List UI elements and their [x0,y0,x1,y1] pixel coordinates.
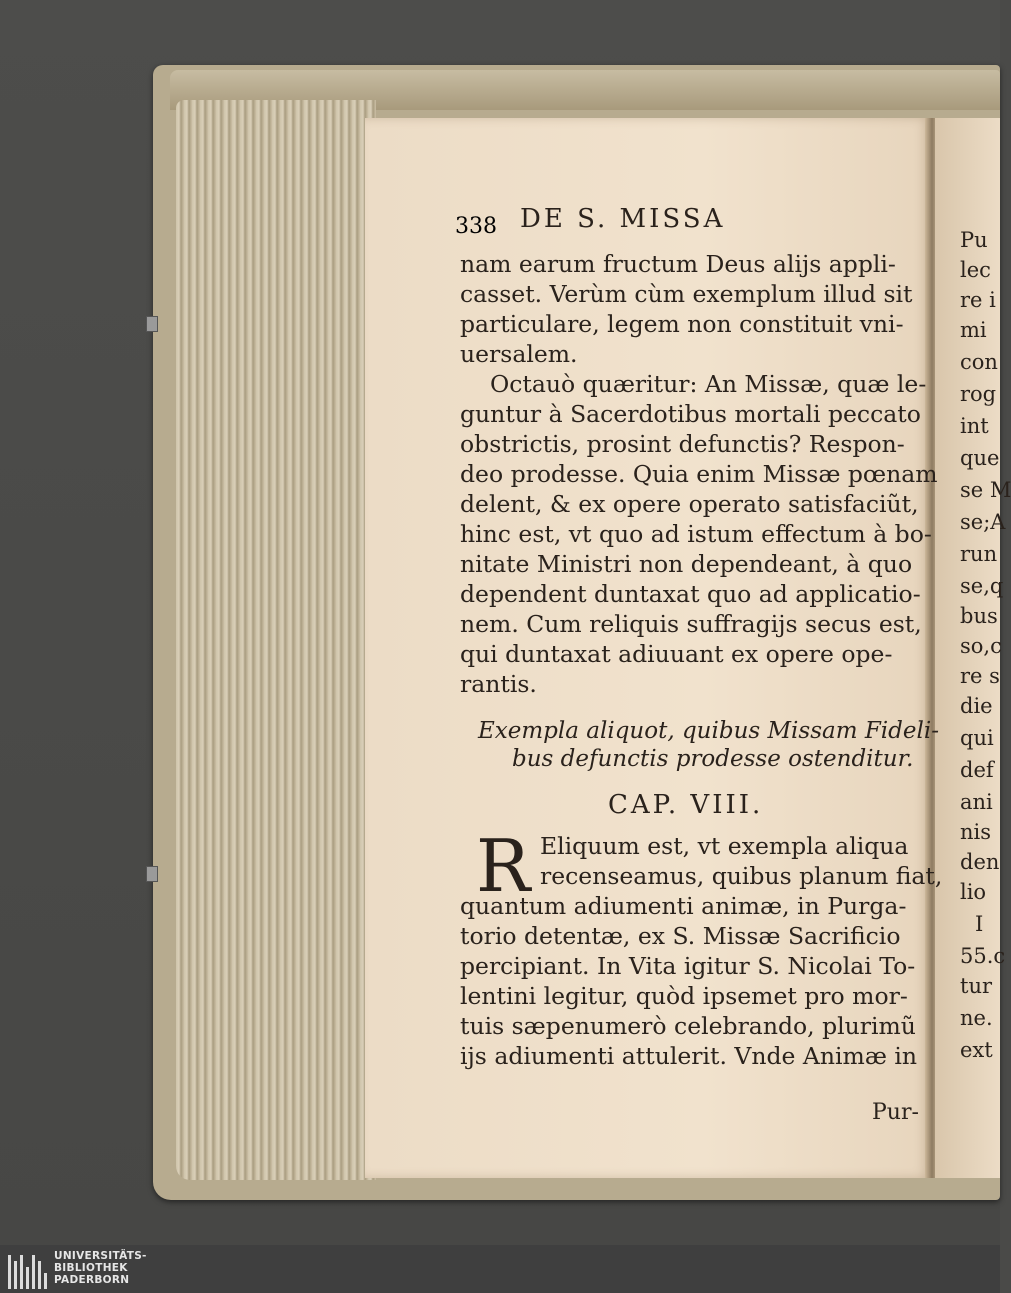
body-line: nem. Cum reliquis suffragijs secus est, [460,610,922,638]
body-line: rantis. [460,670,537,698]
chapter-line: percipiant. In Vita igitur S. Nicolai To- [460,952,916,980]
clasp-top [146,316,158,332]
facing-fragment: se,q [960,574,1004,598]
page-number: 338 [455,214,497,239]
facing-fragment: lio [960,880,987,904]
running-head: DE S. MISSA [520,204,726,234]
facing-fragment: re s [960,664,1000,688]
body-line: delent, & ex opere operato satisfaciũt, [460,490,919,518]
facing-fragment: ext [960,1038,993,1062]
library-name-line: PADERBORN [54,1274,130,1286]
body-line: nam earum fructum Deus alijs appli- [460,250,896,278]
chapter-line: tuis sæpenumerò celebrando, plurimũ [460,1012,916,1040]
chapter-line: quantum adiumenti animæ, in Purga- [460,892,907,920]
chapter-line: ijs adiumenti attulerit. Vnde Animæ in [460,1042,918,1070]
chapter-line: recenseamus, quibus planum fiat, [540,862,943,890]
chapter-line: torio detentæ, ex S. Missæ Sacrificio [460,922,901,950]
body-line: guntur à Sacerdotibus mortali peccato [460,400,921,428]
clasp-bottom [146,866,158,882]
facing-fragment: con [960,350,998,374]
body-line: qui duntaxat adiuuant ex opere ope- [460,640,893,668]
facing-fragment: bus [960,604,998,628]
catchword: Pur- [872,1100,919,1125]
section-heading-line: Exempla aliquot, quibus Missam Fideli- [478,718,939,744]
body-line: nitate Ministri non dependeant, à quo [460,550,913,578]
facing-fragment: I [975,912,984,936]
facing-fragment: so,c [960,634,1002,658]
facing-fragment: tur [960,974,993,998]
drop-cap: R [476,824,531,908]
body-line: deo prodesse. Quia enim Missæ pœnam [460,460,938,488]
facing-fragment: que [960,446,1000,470]
facing-fragment: 55.c [960,944,1006,968]
library-name-line: BIBLIOTHEK [54,1262,128,1274]
body-line: obstrictis, prosint defunctis? Respon- [460,430,905,458]
body-line: casset. Verùm cùm exemplum illud sit [460,280,913,308]
facing-fragment: def [960,758,994,782]
facing-fragment: rog [960,382,997,406]
chapter-line: Eliquum est, vt exempla aliqua [540,832,909,860]
page-edges [176,100,376,1180]
library-logo-icon [8,1249,48,1289]
chapter-heading: CAP. VIII. [608,790,764,820]
body-line: hinc est, vt quo ad istum effectum à bo- [460,520,932,548]
facing-fragment: re i [960,288,996,312]
facing-fragment: se M [960,478,1011,502]
facing-fragment: Pu [960,228,988,252]
facing-fragment: lec [960,258,991,282]
facing-fragment: int [960,414,989,438]
facing-fragment: mi [960,318,987,342]
facing-fragment: nis [960,820,992,844]
section-heading-line: bus defunctis prodesse ostenditur. [512,746,914,772]
facing-fragment: den [960,850,1000,874]
facing-fragment: ne. [960,1006,993,1030]
library-name [54,1250,147,1286]
body-line: Octauò quæritur: An Missæ, quæ le- [490,370,927,398]
library-name-line: UNIVERSITÄTS- [54,1250,147,1262]
facing-fragment: se;A [960,510,1006,534]
facing-fragment: qui [960,726,994,750]
body-line: dependent duntaxat quo ad applicatio- [460,580,921,608]
body-line: particulare, legem non constituit vni- [460,310,904,338]
facing-fragment: run [960,542,998,566]
facing-fragment: die [960,694,993,718]
chapter-line: lentini legitur, quòd ipsemet pro mor- [460,982,908,1010]
body-line: uersalem. [460,340,578,368]
facing-fragment: ani [960,790,993,814]
library-footer [0,1245,1000,1293]
